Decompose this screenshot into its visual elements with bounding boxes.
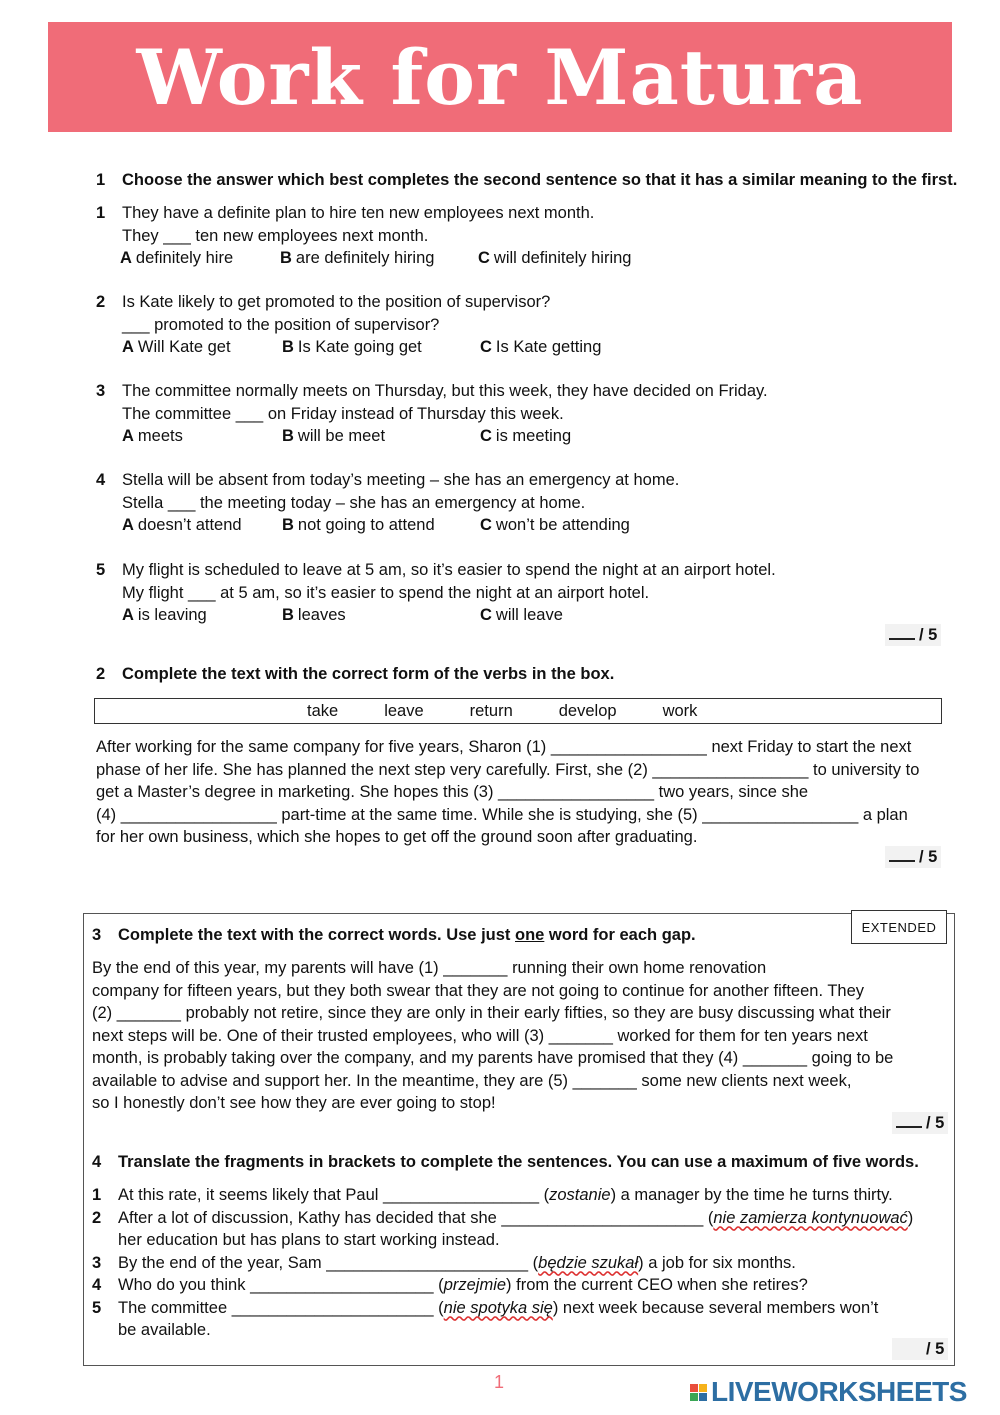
- question-rewrite: My flight ___ at 5 am, so it’s easier to spend the night at an airport hotel.: [122, 583, 650, 602]
- ex3-line: next steps will be. One of their trusted employees, who will (3) _______ worked for them for ten years next: [92, 1026, 868, 1045]
- ex1-question: [96, 380, 768, 448]
- question-post: ) a job for six months.: [638, 1253, 796, 1272]
- ex2-line: (4) _________________ part-time at the same time. While she is studying, she (5) _________________ a plan: [96, 805, 908, 824]
- option-a[interactable]: A definitely hire: [120, 249, 234, 267]
- ex2-instruction: 2 Complete the text with the correct form of the verbs in the box.: [96, 665, 615, 683]
- option-b[interactable]: B leaves: [282, 606, 346, 624]
- question-number: 2: [96, 293, 106, 311]
- option-a[interactable]: A is leaving: [122, 606, 207, 624]
- question-sentence: They have a definite plan to hire ten new employees next month.: [122, 204, 595, 222]
- word-box: [94, 698, 942, 724]
- ex3-text: [92, 957, 893, 1115]
- extended-label: EXTENDED: [851, 910, 947, 944]
- question-continuation: her education but has plans to start working instead.: [118, 1231, 500, 1249]
- ex2-line: for her own business, which she hopes to get off the ground soon after graduating.: [96, 828, 698, 846]
- title-banner: [48, 22, 952, 132]
- question-post: ) from the current CEO when she retires?: [506, 1276, 808, 1294]
- ex4-question: [92, 1184, 913, 1207]
- question-post: ) a manager by the time he turns thirty.: [610, 1186, 893, 1204]
- polish-fragment: nie zamierza kontynuować: [713, 1208, 908, 1227]
- question-number: 5: [92, 1298, 102, 1317]
- ex3-line: available to advise and support her. In the meantime, they are (5) _______ some new clients next week,: [92, 1071, 852, 1090]
- polish-fragment: będzie szukał: [538, 1253, 639, 1272]
- ex4-question: [92, 1252, 913, 1275]
- option-c[interactable]: C will leave: [480, 606, 563, 624]
- word-box-item: return: [469, 701, 513, 720]
- question-sentence: The committee normally meets on Thursday, but this week, they have decided on Friday.: [122, 382, 768, 400]
- question-rewrite: Stella ___ the meeting today – she has an emergency at home.: [122, 493, 586, 512]
- ex1-question: [96, 469, 679, 537]
- polish-fragment: przejmie: [443, 1276, 507, 1294]
- liveworksheets-logo[interactable]: [690, 1376, 967, 1408]
- question-number: 1: [96, 204, 106, 222]
- option-c[interactable]: C Is Kate getting: [480, 338, 602, 356]
- option-a[interactable]: A Will Kate get: [122, 338, 231, 356]
- page-title: Work for Matura: [136, 32, 864, 122]
- word-box-item: develop: [558, 701, 617, 720]
- question-number: 4: [96, 471, 106, 489]
- ex4-items: [92, 1184, 913, 1342]
- question-number: 3: [92, 1253, 102, 1272]
- option-b[interactable]: B will be meet: [282, 427, 386, 445]
- ex3-score[interactable]: / 5: [892, 1114, 948, 1133]
- ex2-text: [96, 736, 919, 849]
- option-a[interactable]: A doesn’t attend: [122, 516, 242, 534]
- question-rewrite: The committee ___ on Friday instead of Thursday this week.: [122, 404, 564, 423]
- ex4-question: [92, 1207, 913, 1252]
- ex2-line: After working for the same company for five years, Sharon (1) _________________ next Friday to start the next: [96, 738, 912, 756]
- ex2-line: get a Master’s degree in marketing. She hopes this (3) _________________ two years, since she: [96, 783, 809, 801]
- ex3-line: (2) _______ probably not retire, since they are only in their early fifties, so they are busy discussing what their: [92, 1004, 891, 1022]
- question-post: ) next week because several members won’t: [552, 1298, 879, 1317]
- ex1-question: [96, 202, 631, 270]
- ex3-line: month, is probably taking over the company, and my parents have promised that they (4) _______ going to be: [92, 1049, 894, 1067]
- ex1-score[interactable]: / 5: [885, 626, 941, 645]
- question-number: 2: [92, 1208, 102, 1227]
- ex4-question: [92, 1297, 913, 1342]
- page-number: 1: [494, 1372, 505, 1392]
- question-pre: The committee ______________________ (: [118, 1298, 444, 1317]
- question-number: 4: [92, 1276, 102, 1294]
- question-number: 1: [92, 1186, 102, 1204]
- ex3-instruction: 3 Complete the text with the correct words. Use just one word for each gap.: [92, 926, 696, 944]
- question-sentence: My flight is scheduled to leave at 5 am, so it’s easier to spend the night at an airport hotel.: [122, 561, 776, 579]
- option-c[interactable]: C will definitely hiring: [478, 249, 632, 267]
- question-sentence: Stella will be absent from today’s meeting – she has an emergency at home.: [122, 471, 680, 489]
- ex1-instruction: 1 Choose the answer which best completes the second sentence so that it has a similar meaning to the first.: [96, 171, 958, 189]
- option-b[interactable]: B Is Kate going get: [282, 338, 422, 356]
- ex2-line: phase of her life. She has planned the next step very carefully. First, she (2) _________________ to university to: [96, 760, 920, 779]
- question-number: 3: [96, 382, 106, 400]
- question-pre: Who do you think ____________________ (: [118, 1276, 444, 1294]
- question-pre: By the end of the year, Sam ______________________ (: [118, 1253, 539, 1272]
- ex4-instruction: 4 Translate the fragments in brackets to complete the sentences. You can use a maximum of five words.: [92, 1153, 919, 1171]
- option-c[interactable]: C is meeting: [480, 427, 572, 445]
- option-a[interactable]: A meets: [122, 427, 183, 445]
- question-rewrite: ___ promoted to the position of supervisor?: [122, 315, 440, 334]
- ex1-question: [96, 559, 776, 627]
- polish-fragment: zostanie: [549, 1186, 611, 1204]
- ex3-line: By the end of this year, my parents will have (1) _______ running their own home renovation: [92, 959, 767, 977]
- question-number: 5: [96, 561, 106, 579]
- question-sentence: Is Kate likely to get promoted to the position of supervisor?: [122, 293, 551, 311]
- question-pre: At this rate, it seems likely that Paul _________________ (: [118, 1186, 550, 1204]
- option-b[interactable]: B not going to attend: [282, 516, 435, 534]
- logo-text: LIVEWORKSHEETS: [711, 1376, 967, 1407]
- question-continuation: be available.: [118, 1321, 211, 1339]
- option-b[interactable]: B are definitely hiring: [280, 249, 435, 267]
- option-c[interactable]: C won’t be attending: [480, 516, 630, 534]
- word-box-item: take: [307, 701, 339, 720]
- ex4-question: [92, 1274, 913, 1297]
- liveworksheets-logo-icon: [690, 1384, 707, 1401]
- word-box-item: leave: [384, 701, 424, 720]
- ex1-question: [96, 291, 601, 359]
- question-pre: After a lot of discussion, Kathy has decided that she ______________________ (: [118, 1208, 714, 1227]
- polish-fragment: nie spotyka się: [443, 1298, 553, 1317]
- ex4-score[interactable]: / 5: [892, 1340, 948, 1359]
- ex3-line: company for fifteen years, but they both swear that they are not going to continue for another fifteen. They: [92, 981, 864, 1000]
- question-post: ): [907, 1208, 914, 1227]
- ex3-line: so I honestly don’t see how they are ever going to stop!: [92, 1094, 496, 1112]
- ex2-score[interactable]: / 5: [885, 848, 941, 867]
- word-box-item: work: [662, 701, 698, 720]
- question-rewrite: They ___ ten new employees next month.: [122, 226, 429, 245]
